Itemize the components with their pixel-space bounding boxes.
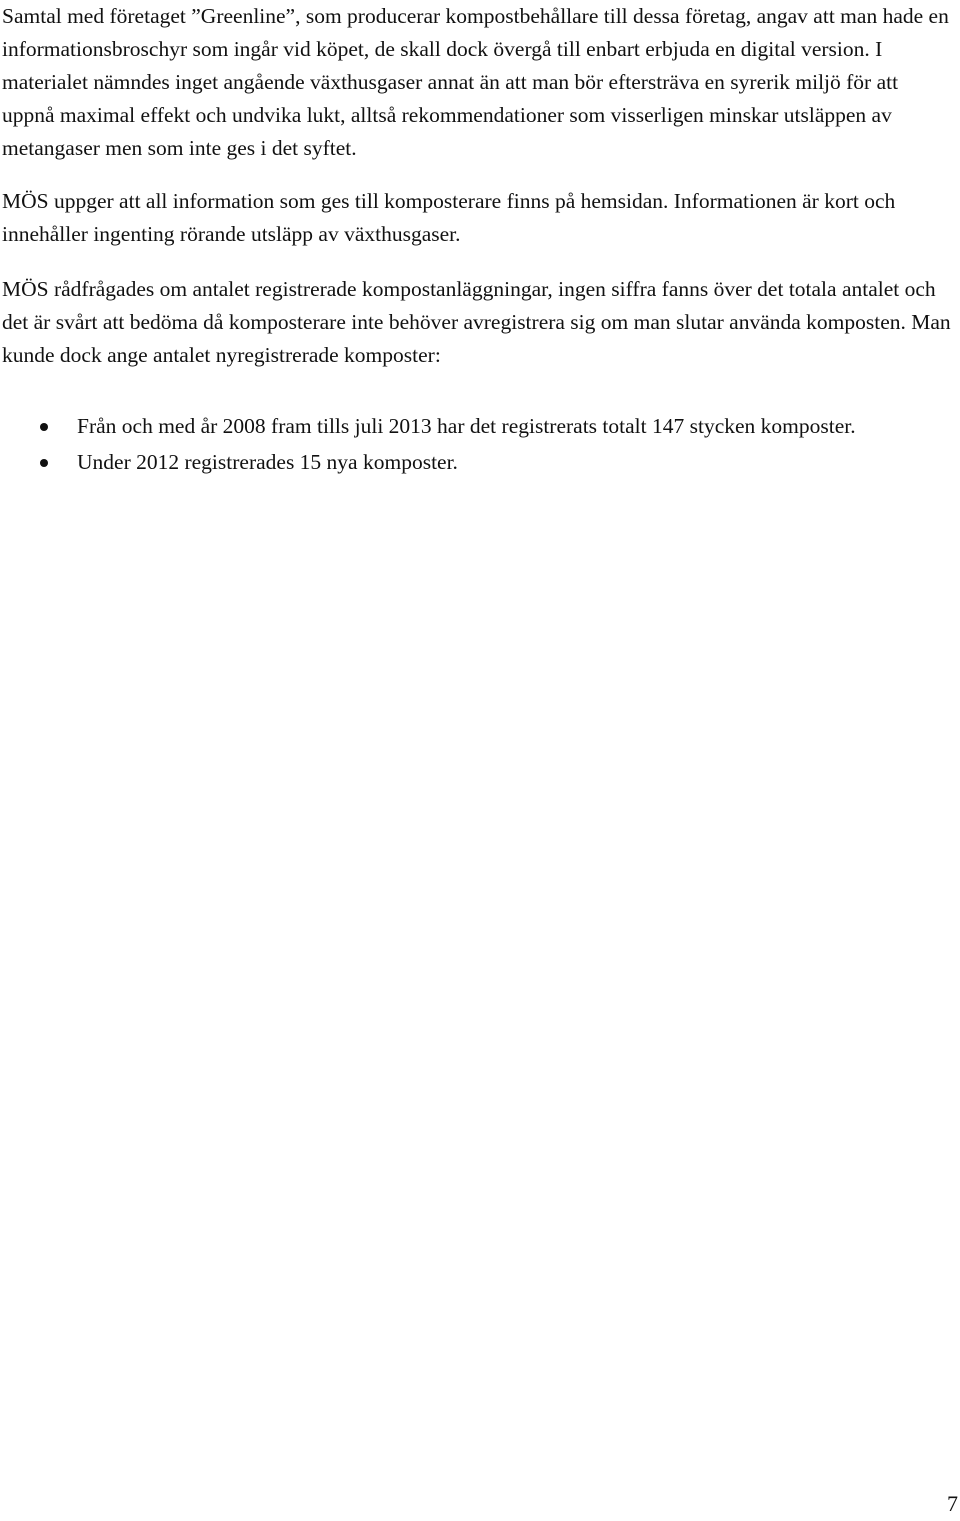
bullet-list [2, 410, 952, 479]
paragraph: Samtal med företaget ”Greenline”, som producerar kompostbehållare till dessa företag, angav att man hade en informationsbroschyr som ingår vid köpet, de skall dock övergå till enbart erbjuda en digital version. I materialet nämndes inget angående växthusgaser annat än att man bör eftersträva en syrerik miljö för att uppnå maximal effekt och undvika lukt, alltså rekommendationer som visserligen minskar utsläppen av metangaser men som inte ges i det syftet. [2, 4, 949, 160]
bullet-icon [40, 423, 48, 431]
page-number: 7 [947, 1491, 958, 1516]
document-body [2, 0, 952, 482]
bullet-text: Under 2012 registrerades 15 nya komposter. [77, 450, 458, 474]
paragraph: MÖS rådfrågades om antalet registrerade kompostanläggningar, ingen siffra fanns över det totala antalet och det är svårt att bedöma då komposterare inte behöver avregistrera sig om man slutar använda komposten. Man kunde dock ange antalet nyregistrerade komposter: [2, 277, 951, 367]
bullet-list-item [2, 410, 952, 443]
bullet-text: Från och med år 2008 fram tills juli 2013 har det registrerats totalt 147 stycken komposter. [77, 414, 856, 438]
bullet-icon [40, 459, 48, 467]
bullet-list-item [2, 446, 952, 479]
paragraph: MÖS uppger att all information som ges till komposterare finns på hemsidan. Informationen är kort och innehåller ingenting rörande utsläpp av växthusgaser. [2, 189, 896, 246]
